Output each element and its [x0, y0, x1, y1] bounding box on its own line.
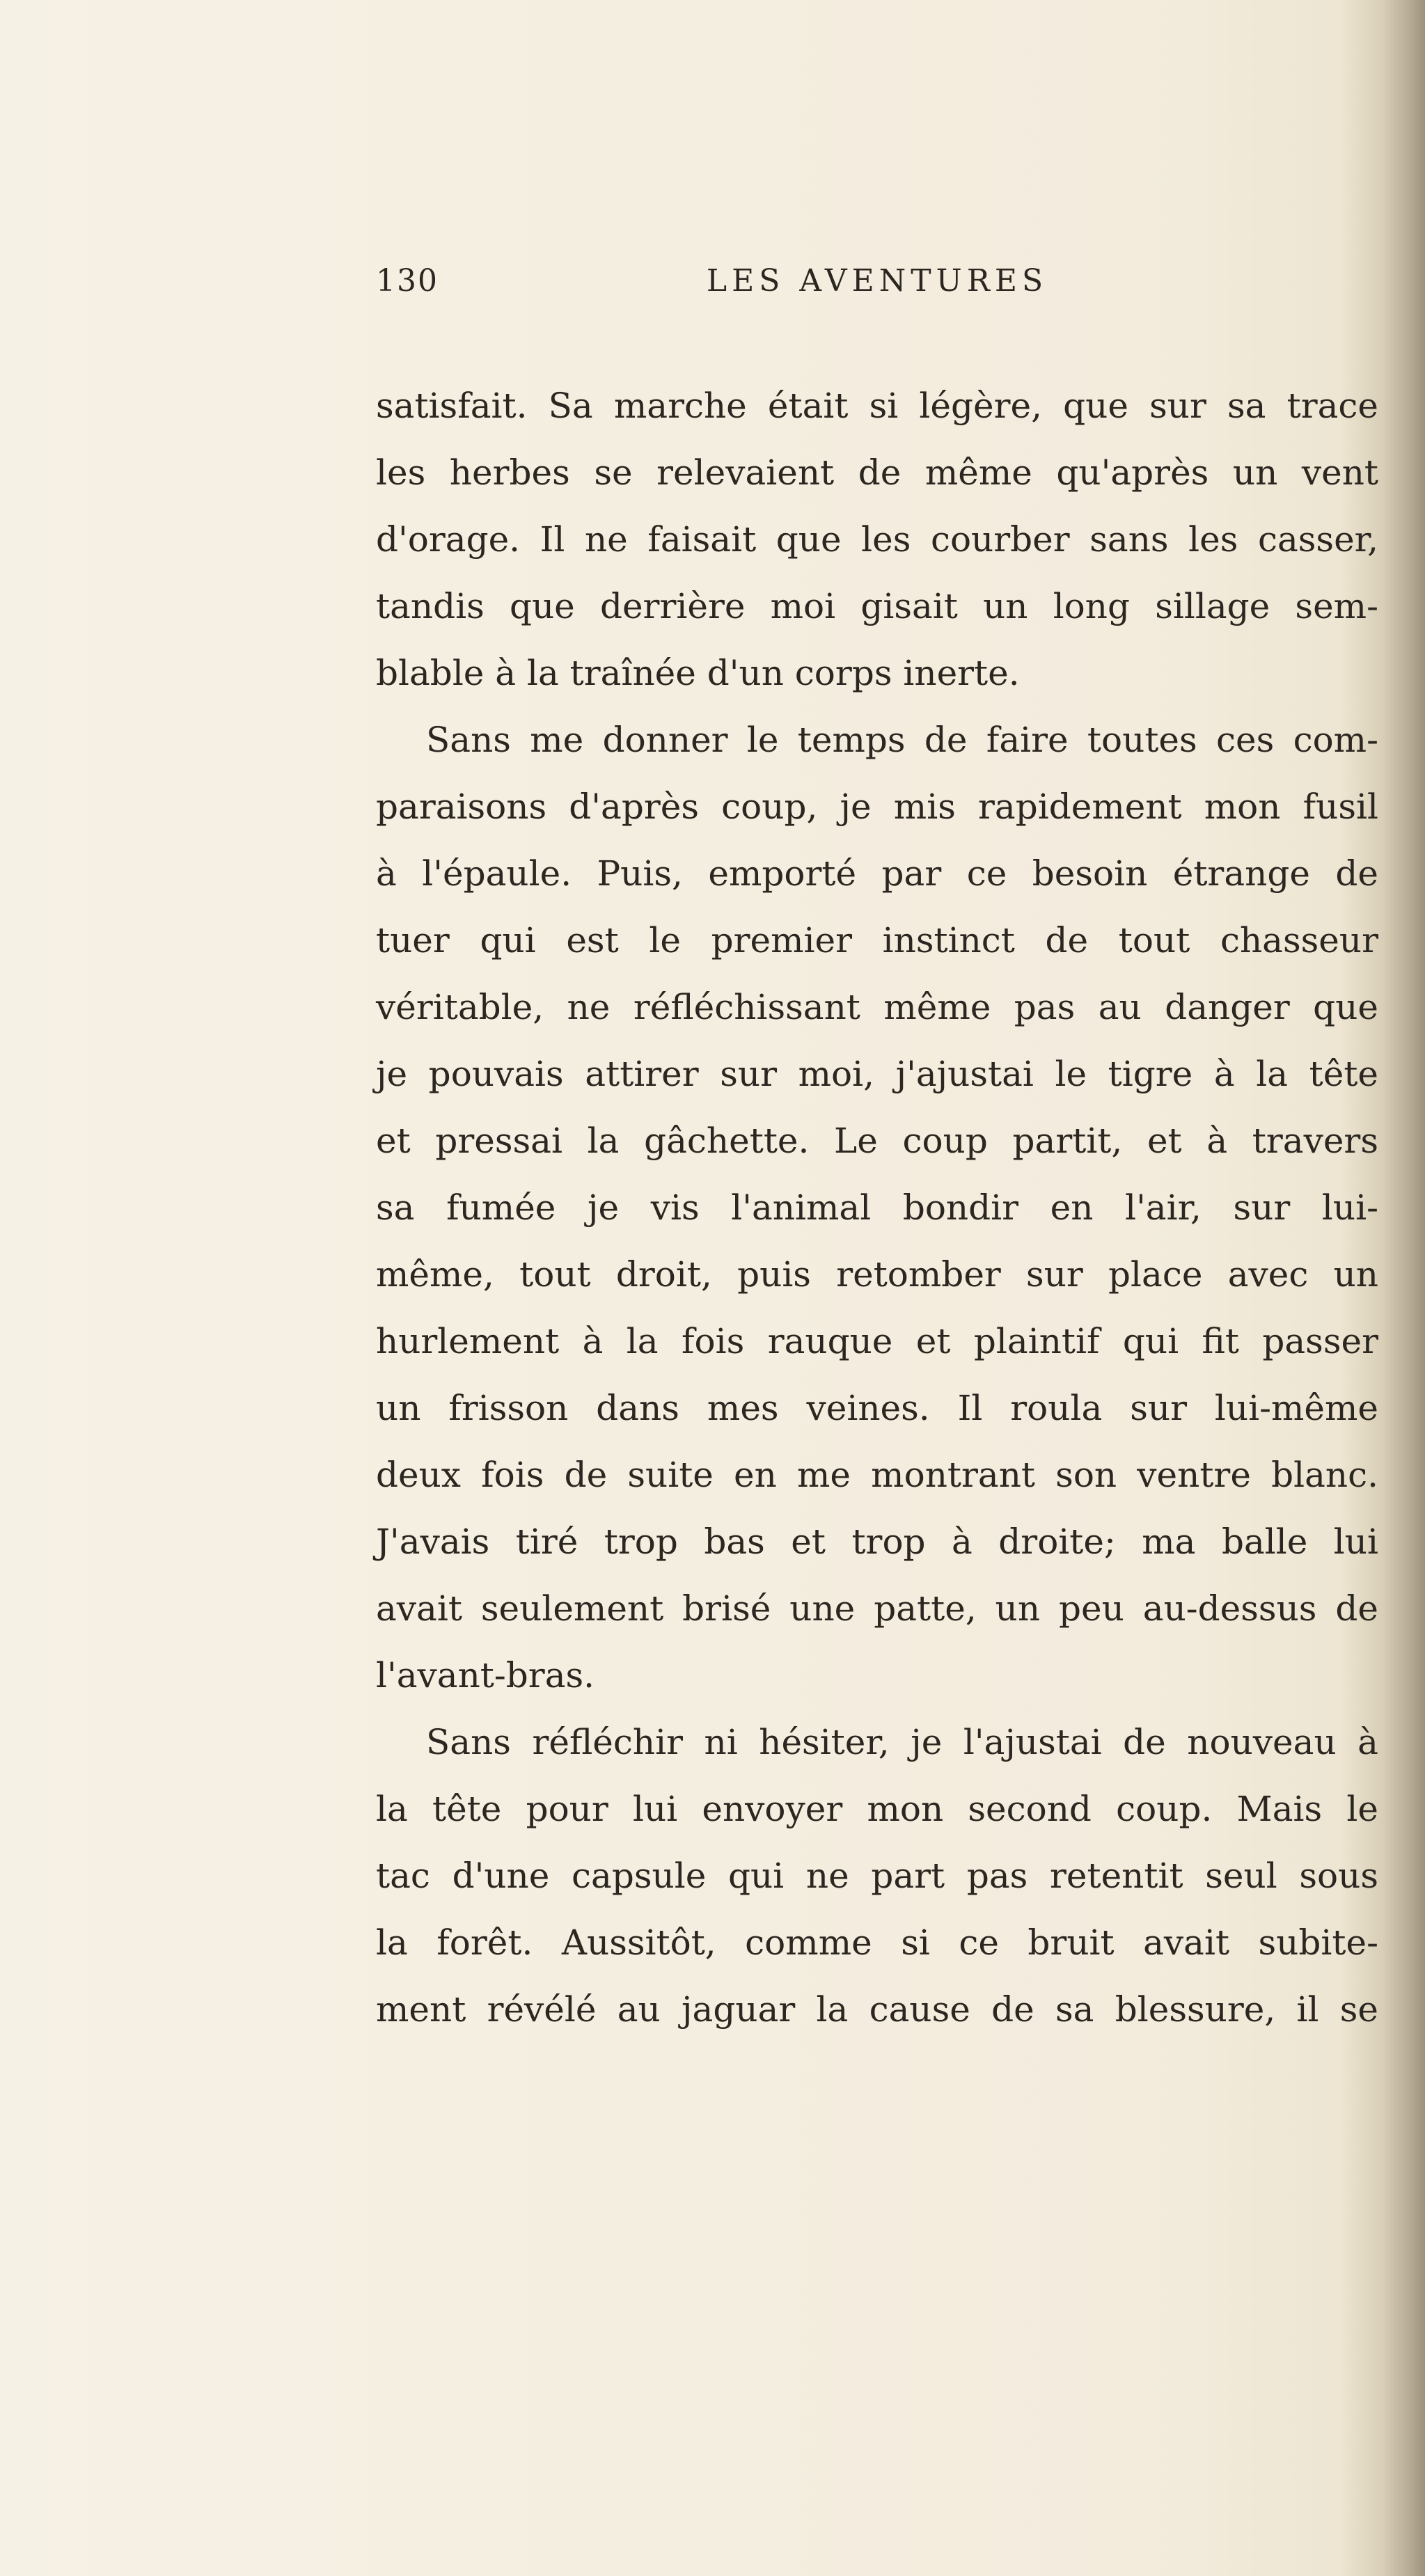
text-line: l'avant-bras.	[376, 1655, 595, 1696]
text-line: la tête pour lui envoyer mon second coup. Mais le	[376, 1789, 1378, 1829]
text-line: et pressai la gâchette. Le coup partit, et à travers	[376, 1121, 1378, 1161]
body-text	[376, 372, 1378, 2043]
text-line: blable à la traînée d'un corps inerte.	[376, 653, 1020, 693]
text-line: tuer qui est le premier instinct de tout chasseur	[376, 920, 1378, 961]
running-head: LES AVENTURES	[706, 263, 1048, 299]
text-line: à l'épaule. Puis, emporté par ce besoin étrange de	[376, 853, 1378, 894]
text-line: Sans me donner le temps de faire toutes ces com-	[426, 720, 1378, 760]
text-line: d'orage. Il ne faisait que les courber sans les casser,	[376, 519, 1378, 560]
text-line: je pouvais attirer sur moi, j'ajustai le tigre à la tête	[376, 1054, 1378, 1094]
text-line: ment révélé au jaguar la cause de sa blessure, il se	[376, 1989, 1378, 2030]
text-line: les herbes se relevaient de même qu'après un vent	[376, 452, 1378, 493]
text-line: la forêt. Aussitôt, comme si ce bruit avait subite-	[376, 1922, 1378, 1963]
text-line: sa fumée je vis l'animal bondir en l'air, sur lui-	[376, 1187, 1378, 1228]
text-line: tandis que derrière moi gisait un long sillage sem-	[376, 586, 1378, 626]
page-number: 130	[376, 263, 439, 299]
text-line: avait seulement brisé une patte, un peu au-dessus de	[376, 1588, 1378, 1629]
text-line: même, tout droit, puis retomber sur place avec un	[376, 1254, 1378, 1295]
text-line: un frisson dans mes veines. Il roula sur lui-même	[376, 1388, 1378, 1428]
text-line: Sans réfléchir ni hésiter, je l'ajustai de nouveau à	[426, 1722, 1378, 1762]
text-line: satisfait. Sa marche était si légère, que sur sa trace	[376, 386, 1378, 426]
page-edge-shadow	[1383, 0, 1425, 2576]
text-line: J'avais tiré trop bas et trop à droite; ma balle lui	[376, 1522, 1378, 1562]
text-line: tac d'une capsule qui ne part pas retentit seul sous	[376, 1856, 1378, 1896]
page-header	[376, 263, 1378, 312]
text-line: paraisons d'après coup, je mis rapidement mon fusil	[376, 787, 1378, 827]
text-line: hurlement à la fois rauque et plaintif qui fit passer	[376, 1321, 1378, 1361]
text-line: véritable, ne réfléchissant même pas au danger que	[376, 987, 1378, 1027]
text-line: deux fois de suite en me montrant son ventre blanc.	[376, 1455, 1378, 1495]
